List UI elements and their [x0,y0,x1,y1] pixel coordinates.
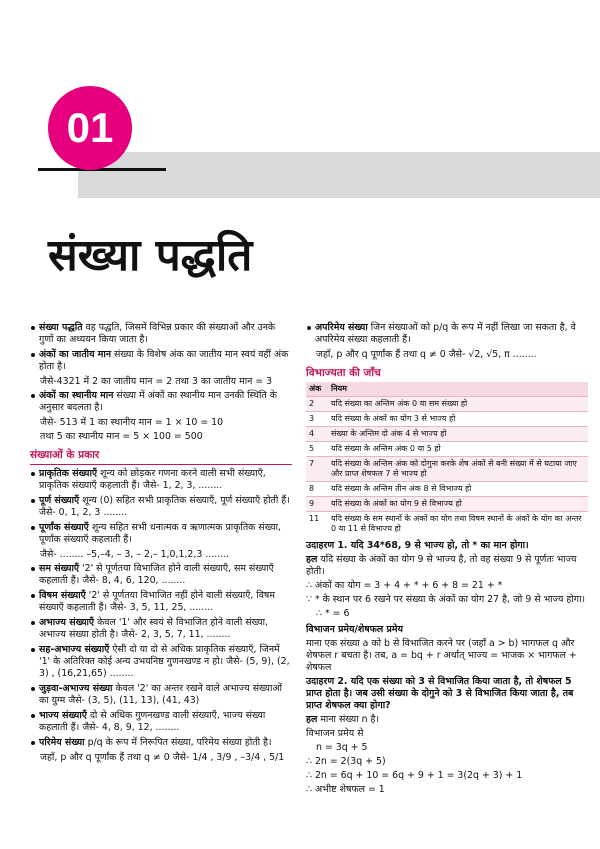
type-item: अभाज्य संख्याएँ केवल '1' और स्वयं से विभाजित होने वाली संख्या, अभाज्य संख्या होती है। जैसे- 2, 3, 5, 7, 11, ........ [30,617,292,641]
table-cell: 5 [306,442,328,457]
intro-example: जैसे-4321 में 2 का जातीय मान = 2 तथा 3 का जातीय मान = 3 [40,376,273,387]
table-row [306,412,588,427]
table-cell: 3 [306,412,328,427]
type-item: विषम संख्याएँ '2' से पूर्णतया विभाजित नहीं होने वाली संख्याएँ, विषम संख्याएँ कहलाती हैं। जैसे- 3, 5, 11, 25, ........ [30,590,292,614]
irrational-condition: जहाँ, p और q पूर्णांक हैं तथा q ≠ 0 जैसे- √2, √5, π ........ [316,349,537,360]
table-cell: यदि संख्या का अन्तिम अंक 0 या सम संख्या हो [328,397,588,412]
example-1-solution: हल यदि संख्या के अंकों का योग 9 से भाज्य है, तो वह संख्या 9 से पूर्णतः भाज्य होती। [306,554,577,577]
example-1-line: ∴ अंकों का योग = 3 + 4 + * + 6 + 8 = 21 + * [306,580,503,591]
table-header: नियम [328,382,588,397]
type-item: सम संख्याएँ '2' से पूर्णतया विभाजित होने वाली संख्याएँ, सम संख्याएँ कहलाती हैं। जैसे- 8, 4, 6, 120, ........ [30,563,292,587]
table-cell: 9 [306,497,328,512]
table-row [306,482,588,497]
theorem-heading: विभाजन प्रमेय/शेषफल प्रमेय [306,624,403,635]
example-1: उदाहरण 1. यदि 34*68, 9 से भाज्य हो, तो * का मान होगा। [306,540,529,551]
table-cell: 7 [306,457,328,482]
right-column [306,322,588,798]
table-cell: यदि संख्या के अंकों का योग 3 से भाज्य हो [328,412,588,427]
chapter-number-badge [48,86,132,170]
divisibility-heading: विभाज्यता की जाँच [306,367,381,379]
type-item: प्राकृतिक संख्याएँ शून्य को छोड़कर गणना करने वाली सभी संख्याएँ, प्राकृतिक संख्याएँ कहलाती हैं। जैसे- 1, 2, 3, ........ [30,468,292,492]
table-row [306,427,588,442]
chapter-number: 01 [66,104,114,151]
table-row [306,512,588,537]
example-2-solution: हल माना संख्या n है। [306,714,380,725]
table-row [306,397,588,412]
table-cell: यदि संख्या के अंकों का योग 9 से विभाज्य हो [328,497,588,512]
divisibility-table [306,382,588,536]
types-heading: संख्याओं के प्रकार [30,449,100,461]
table-cell: 11 [306,512,328,537]
rational-condition: जहाँ, p और q पूर्णांक हैं तथा q ≠ 0 जैसे- 1/4 , 3/9 , –3/4 , 5/1 [40,752,285,763]
table-header: अंक [306,382,328,397]
type-item: पूर्ण संख्याएँ शून्य (0) सहित सभी प्राकृतिक संख्याएँ, पूर्ण संख्याएँ होती हैं। जैसे- 0, 1, 2, 3 ........ [30,495,292,519]
header-rule [38,168,166,171]
table-row [306,457,588,482]
type-item: परिमेय संख्या p/q के रूप में निरूपित संख्या, परिमेय संख्या होती है। [30,737,292,749]
table-cell: 2 [306,397,328,412]
intro-item: अंकों का जातीय मान संख्या के विशेष अंक का जातीय मान स्वयं वहीं अंक होता है। [30,349,292,373]
table-row [306,497,588,512]
example-2-line: ∴ 2n = 6q + 10 = 6q + 9 + 1 = 3(2q + 3) + 1 [306,770,523,781]
types-heading-rule [30,464,292,465]
left-column [30,322,292,766]
chapter-title: संख्या पद्धति [48,230,253,281]
header-gray-band [78,152,600,198]
place-example-2: तथा 5 का स्थानीय मान = 5 × 100 = 500 [40,431,203,442]
example-2-line: ∴ अभीष्ट शेषफल = 1 [306,784,385,795]
example-2-line: विभाजन प्रमेय से [306,728,364,739]
example-1-line: ∴ * = 6 [316,608,350,619]
example-1-line: ∵ * के स्थान पर 6 रखने पर संख्या के अंकों का योग 27 है, जो 9 से भाज्य होगा। [306,594,586,605]
table-cell: यदि संख्या के अन्तिम अंक को दोगुना करके शेष अंकों से बनी संख्या में से घटाया जाए और प्राप्त शेषफल 7 से भाज्य हो [328,457,588,482]
table-cell: 4 [306,427,328,442]
example-2-line: ∴ 2n = 2(3q + 5) [306,756,386,767]
table-cell: यदि संख्या के अन्तिम अंक 0 या 5 हो [328,442,588,457]
table-cell: 8 [306,482,328,497]
example-2-line: n = 3q + 5 [316,742,368,753]
table-header-row [306,382,588,397]
table-cell: यदि संख्या के अन्तिम तीन अंक 8 से विभाज्य हो [328,482,588,497]
type-item: सह-अभाज्य संख्याएँ ऐसी दो या दो से अधिक प्राकृतिक संख्याएँ, जिनमें '1' के अतिरिक्त कोई अन्य उभयनिष्ठ गुणनखण्ड न हो। जैसे- (5, 9), (2, 3) , (16,21,65) ........ [30,644,292,680]
table-cell: संख्या के अन्तिम दो अंक 4 से भाज्य हो [328,427,588,442]
type-item: पूर्णांक संख्याएँ शून्य सहित सभी धनात्मक व ऋणात्मक प्राकृतिक संख्या, पूर्णांक संख्याएँ कहलाती हैं। [30,522,292,546]
table-row [306,442,588,457]
intro-item: संख्या पद्धति वह पद्धति, जिसमें विभिन्न प्रकार की संख्याओं और उनके गुणों का अध्ययन किया जाता है। [30,322,292,346]
place-value-item: अंकों का स्थानीय मान संख्या में अंकों का स्थानीय मान उनकी स्थिति के अनुसार बदलता है। [30,390,292,414]
type-item: भाज्य संख्याएँ दो से अधिक गुणनखण्ड वाली संख्याएँ, भाज्य संख्या कहलाती हैं। जैसे- 4, 8, 9, 12, ........ [30,710,292,734]
integer-example: जैसे- ........ –5,–4, – 3, – 2,– 1,0,1,2,3 ........ [40,549,230,560]
theorem-text: माना एक संख्या a को b से विभाजित करने पर (जहाँ a > b) भागफल q और शेषफल r बचता है। तब, a = bq + r अर्थात् भाज्य = भाजक × भागफल + शेषफल [306,638,577,673]
place-example-1: जैसे- 513 में 1 का स्थानीय मान = 1 × 10 = 10 [40,417,224,428]
example-2: उदाहरण 2. यदि एक संख्या को 3 से विभाजित किया जाता है, तो शेषफल 5 प्राप्त होता है। जब उसी संख्या के दोगुने को 3 से विभाजित किया जाता है, तब प्राप्त शेषफल क्या होगा? [306,676,574,711]
irrational-item: अपरिमेय संख्या जिन संख्याओं को p/q के रूप में नहीं लिखा जा सकता है, वे अपरिमेय संख्या कहलाती हैं। [306,322,588,346]
type-item: जुड़वा-अभाज्य संख्या केवल '2' का अन्तर रखने वाले अभाज्य संख्याओं का युग्म जैसे- (3, 5), (11, 13), (41, 43) [30,683,292,707]
table-cell: यदि संख्या के सम स्थानों के अंकों का योग तथा विषम स्थानों के अंकों के योग का अन्तर 0 या 11 से विभाज्य हो [328,512,588,537]
